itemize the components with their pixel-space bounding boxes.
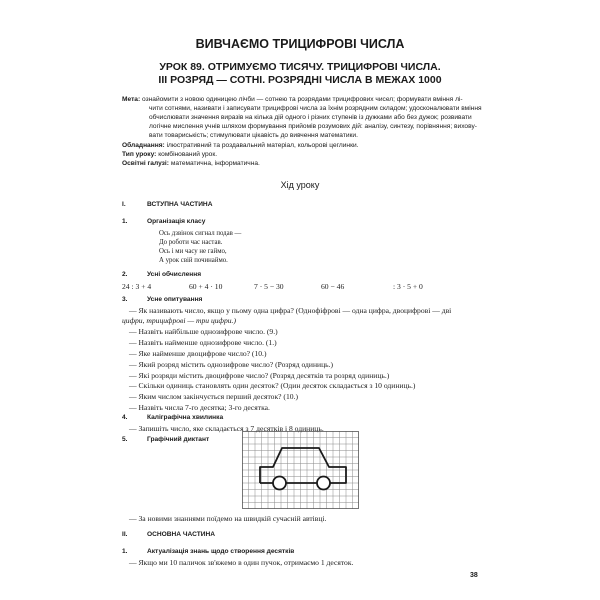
goal-line-2: чити сотнями, називати і записувати трицифрові числа за їхнім розрядним складом; удосконалювати вміння [149, 105, 482, 112]
section-1-label: ВСТУПНА ЧАСТИНА [147, 201, 213, 208]
poem-line-1: Ось дзвінок сигнал подав — [159, 230, 242, 237]
calc-2: 60 + 4 · 10 [189, 282, 223, 291]
survey-line-9: — Яким числом закінчується перший десяток? (10.) [129, 392, 298, 401]
survey-line-7: — Які розряди містить двоцифрове число? (Розряд десятків та розряд одиниць.) [129, 371, 390, 380]
item-2-1-num: 1. [122, 548, 128, 555]
graphic-dictation-grid [242, 431, 359, 514]
lesson-title-line-1: УРОК 89. ОТРИМУЄМО ТИСЯЧУ. ТРИЦИФРОВІ ЧИСЛА. [159, 61, 441, 73]
chapter-title: ВИВЧАЄМО ТРИЦИФРОВІ ЧИСЛА [195, 37, 405, 51]
survey-line-8: — Скільки одиниць становлять один десяток? (Один десяток складається з 10 одиниць.) [129, 381, 416, 390]
car-wheel-front [273, 477, 286, 490]
survey-line-2: цифри, трицифрові — три цифри.) [122, 316, 236, 325]
poem-line-3: Ось і ми часу не гаймо, [159, 248, 227, 255]
equipment-label: Обладнання: [122, 142, 165, 149]
fields-line [122, 160, 260, 167]
lesson-title-line-2: ІІІ РОЗРЯД — СОТНІ. РОЗРЯДНІ ЧИСЛА В МЕЖАХ 1000 [158, 74, 442, 86]
poem-line-2: До роботи час настав. [159, 239, 223, 246]
item-2-num: 2. [122, 271, 128, 278]
progress-heading: Хід уроку [280, 180, 320, 190]
calc-4: 60 − 46 [321, 282, 345, 291]
last-line: — Якщо ми 10 паличок зв'яжемо в один пучок, отримаємо 1 десяток. [129, 558, 354, 567]
calc-5: : 3 · 5 + 0 [393, 282, 423, 291]
item-5-label: Графічний диктант [147, 436, 210, 443]
goal-line-3: обчислювати значення виразів на кілька дій одного і різних ступенів із дужками або без дужок; розвивати [149, 114, 472, 121]
goal-line-5: вати товариськість; стимулювати цікавість до вивчення математики. [149, 132, 358, 139]
item-1-num: 1. [122, 218, 128, 225]
item-5-num: 5. [122, 436, 128, 443]
survey-line-1: — Як називають число, якщо у пьому одна цифра? (Однофіфрові — одна цифра, двоцифрові — дві [129, 306, 452, 315]
survey-line-3: — Назвіть найбільше однозифрове число. (9.) [129, 327, 278, 336]
calc-3: 7 · 5 − 30 [254, 282, 284, 291]
car-wheel-rear [317, 477, 330, 490]
item-4-label: Каліграфічна хвилинка [147, 414, 224, 421]
survey-line-10: — Назвіть числа 7-го десятка; 3-го десятка. [129, 403, 270, 412]
page-number: 38 [470, 572, 478, 579]
fields-label: Освітні галузі: [122, 160, 169, 167]
type-line [122, 151, 217, 158]
item-2-1-label: Актуалізація знань щодо створення десятків [147, 548, 295, 555]
survey-line-4: — Назвіть найменше однозифрове число. (1.) [129, 338, 277, 347]
type-label: Тип уроку: [122, 151, 157, 158]
poem-line-4: А урок свій починаймо. [159, 257, 228, 264]
calligraphy-task: — Запишіть число, яке складається з 7 десятків і 8 одиниць. [129, 424, 324, 433]
car-drawing [242, 431, 359, 509]
fields-text: математична, інформатична. [170, 160, 260, 167]
goal-text-1: ознайомити з новою одиницею лічби — сотнею та розрядами трицифрових чисел; формувати вміння лі- [142, 96, 463, 103]
item-1-label: Організація класу [147, 218, 206, 225]
section-2-num: II. [122, 531, 128, 538]
equipment-text: ілюстративний та роздавальний матеріал, кольорові цеглинки. [166, 142, 359, 149]
item-3-num: 3. [122, 296, 128, 303]
item-3-label: Усне опитування [147, 296, 203, 303]
section-1-num: I. [122, 201, 126, 208]
after-dictation-text: — За новими знаннями поїдемо на швидкій сучасній автівці. [129, 514, 327, 523]
calc-1: 24 : 3 + 4 [122, 282, 152, 291]
section-2-label: ОСНОВНА ЧАСТИНА [147, 531, 216, 538]
equipment-line [122, 142, 358, 149]
survey-line-5: — Яке найменше двоцифрове число? (10.) [129, 349, 267, 358]
goal-line-1 [122, 96, 463, 103]
type-text: комбінований урок. [158, 151, 218, 158]
survey-line-6: — Який розряд містить однозифрове число? (Розряд одиниць.) [129, 360, 334, 369]
goal-label: Мета: [122, 96, 141, 103]
goal-line-4: логічне мислення учнів шляхом формування прийомів розумових дій: аналізу, синтезу, порівняння; вихову- [149, 123, 477, 130]
item-4-num: 4. [122, 414, 128, 421]
item-2-label: Усні обчислення [147, 271, 202, 278]
